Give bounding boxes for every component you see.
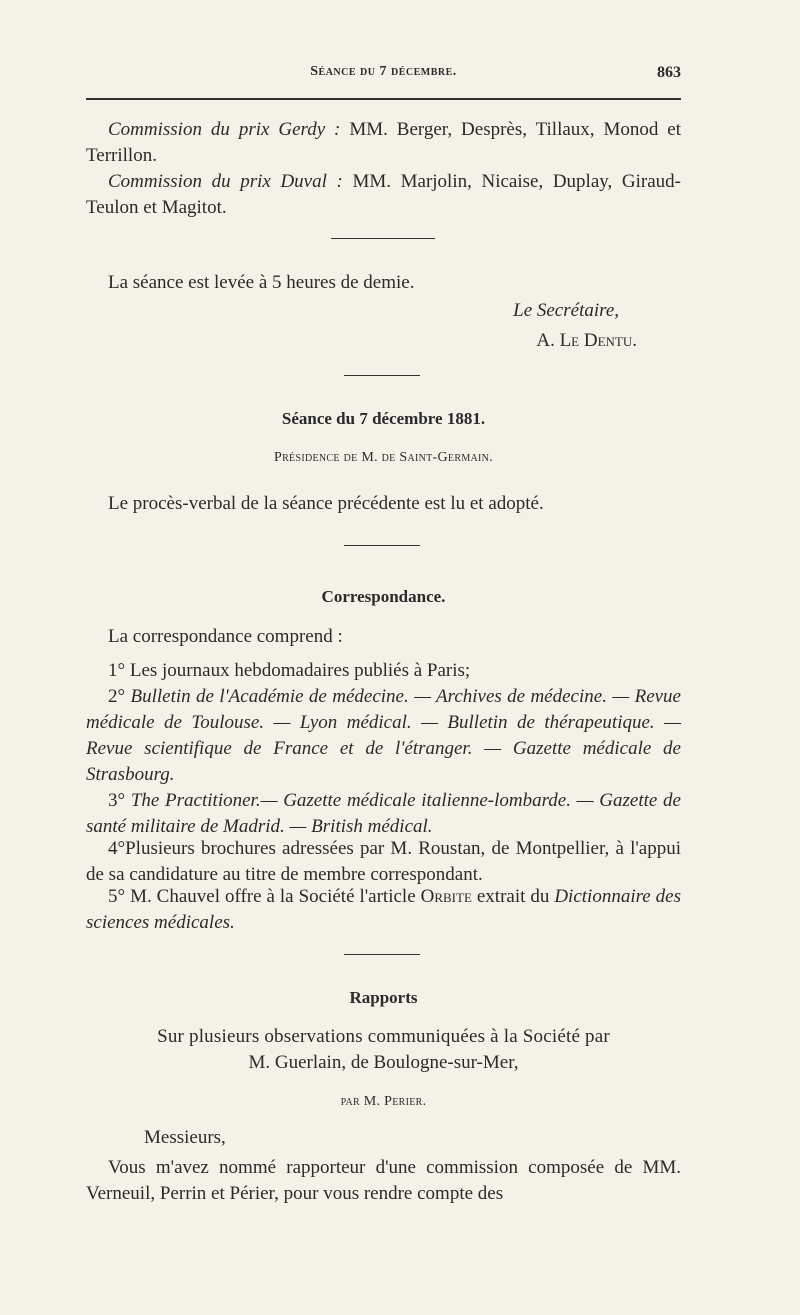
section-divider: [344, 545, 420, 546]
session-title: Séance du 7 décembre 1881.: [281, 409, 486, 428]
reports-subject-line-1: Sur plusieurs observations communiquées à la Société par: [157, 1026, 610, 1047]
correspondence-item-5-c: extrait du: [471, 886, 555, 907]
reports-salutation: Messieurs,: [144, 1127, 226, 1148]
session-minutes: Le procès-verbal de la séance précédente est lu et adopté.: [108, 493, 544, 514]
correspondence-item-4: 4°Plusieurs brochures adressées par M. Roustan, de Montpellier, à l'appui de sa candidature au titre de membre correspondant.: [86, 838, 681, 885]
correspondence-item-2-text: Bulletin de l'Académie de médecine. — Archives de médecine. — Revue médicale de Toulouse. — Lyon médical. — Bulletin de thérapeutique. — Revue scientifique de France et de l'étranger. — Gazette médicale de Strasbourg.: [86, 686, 681, 785]
correspondence-item-3-number: 3°: [108, 790, 131, 811]
correspondence-intro: La correspondance comprend :: [108, 626, 343, 647]
running-head: [86, 64, 681, 88]
page-number: 863: [657, 64, 681, 81]
correspondence-item-5: [86, 884, 681, 936]
correspondence-item-3-text: The Practitioner.— Gazette médicale italienne-lombarde. — Gazette de santé militaire de Madrid. — British médical.: [86, 790, 681, 837]
commission-duval: [86, 169, 681, 221]
section-divider: [344, 954, 420, 955]
commission-duval-members: MM. Marjolin, Nicaise, Duplay, Giraud-Teulon et Magitot.: [86, 171, 681, 218]
commission-duval-label: Commission du prix Duval :: [108, 171, 343, 192]
closing-text: La séance est levée à 5 heures de demie.: [108, 272, 415, 293]
commission-gerdy-members: MM. Berger, Desprès, Tillaux, Monod et Terrillon.: [86, 119, 682, 166]
secretary-role-text: Le Secrétaire,: [513, 300, 619, 321]
correspondence-heading: Correspondance.: [321, 587, 446, 606]
document-page: [86, 0, 681, 1315]
session-presidency: Présidence de M. de Saint-Germain.: [274, 450, 493, 465]
secretary-signature: A. Le Dentu.: [536, 330, 637, 351]
secretary-role: [86, 298, 681, 324]
running-title: Séance du 7 décembre.: [310, 64, 457, 79]
section-divider: [344, 375, 420, 376]
correspondence-item-2: [86, 684, 681, 788]
commission-gerdy: [86, 117, 681, 169]
correspondence-item-5-dictionary: Dictionnaire des sciences médicales.: [86, 886, 682, 933]
header-rule: [86, 98, 681, 100]
reports-body: Vous m'avez nommé rapporteur d'une commission composée de MM. Verneuil, Perrin et Périer, pour vous rendre compte des: [86, 1157, 681, 1204]
correspondence-item-5-a: 5° M. Chauvel offre à la Société l'article: [108, 886, 421, 907]
commission-gerdy-label: Commission du prix Gerdy :: [108, 119, 341, 140]
reports-author: par M. Perier.: [340, 1094, 427, 1109]
section-divider: [331, 238, 435, 239]
correspondence-item-1: 1° Les journaux hebdomadaires publiés à Paris;: [108, 660, 471, 681]
correspondence-item-5-article: Orbite: [420, 886, 472, 907]
reports-heading: Rapports: [349, 988, 418, 1007]
correspondence-item-3: [86, 788, 681, 840]
correspondence-item-2-number: 2°: [108, 686, 131, 707]
reports-subject-line-2: M. Guerlain, de Boulogne-sur-Mer,: [248, 1052, 519, 1073]
